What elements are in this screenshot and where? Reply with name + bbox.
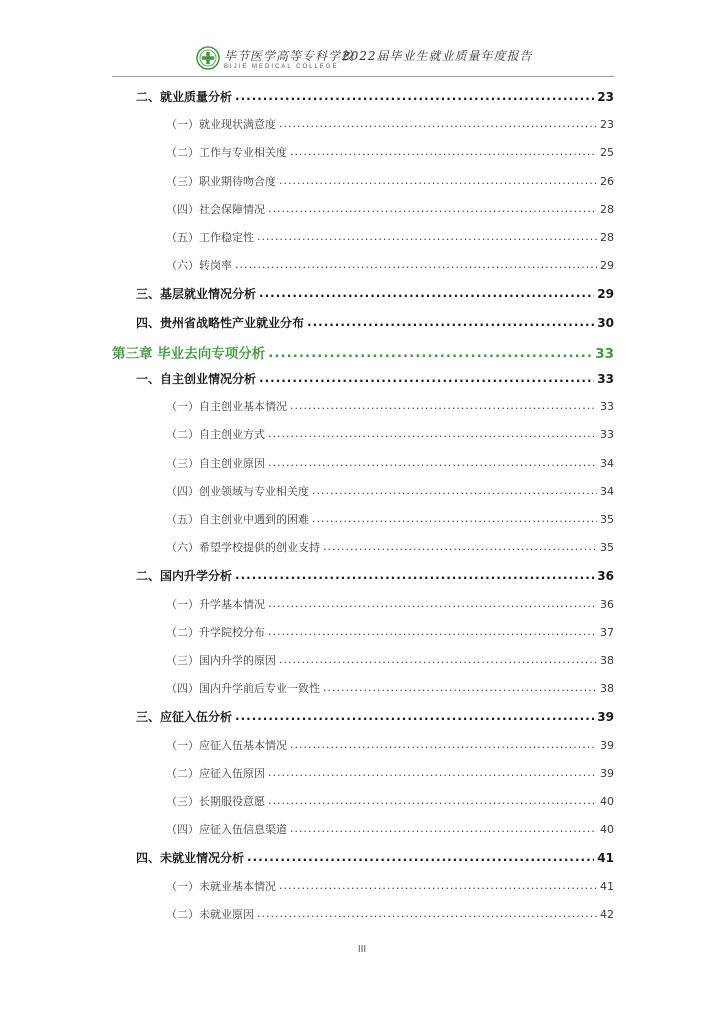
- toc-entry[interactable]: [136, 708, 614, 730]
- toc-entry[interactable]: [136, 849, 614, 871]
- school-name-english: BIJIE MEDICAL COLLEGE: [224, 64, 339, 70]
- toc-entry-title: （三）自主创业原因: [166, 456, 265, 470]
- toc-dot-leader: [257, 907, 597, 920]
- toc-entry[interactable]: [136, 314, 614, 336]
- toc-entry-title: 二、国内升学分析: [136, 569, 233, 584]
- toc-dot-leader: [312, 484, 597, 497]
- toc-entry-page: 36: [597, 569, 614, 584]
- report-title: 2022届毕业生就业质量年度报告: [342, 49, 533, 63]
- toc-entry-title: 第三章 毕业去向专项分析: [112, 345, 266, 362]
- toc-dot-leader: [279, 879, 597, 892]
- toc-dot-leader: [268, 766, 597, 779]
- toc-dot-leader: [290, 145, 597, 158]
- toc-dot-leader: [247, 850, 594, 864]
- toc-entry-page: 36: [600, 597, 614, 611]
- toc-entry-title: （二）升学院校分布: [166, 625, 265, 639]
- toc-entry-title: 四、未就业情况分析: [136, 851, 245, 866]
- toc-entry[interactable]: [136, 567, 614, 589]
- toc-dot-leader: [235, 709, 594, 723]
- toc-entry-title: （三）职业期待吻合度: [166, 174, 276, 188]
- toc-entry-title: （三）国内升学的原因: [166, 654, 276, 667]
- toc-entry[interactable]: [136, 285, 614, 307]
- toc-entry-page: 40: [600, 795, 614, 808]
- toc-entry[interactable]: [166, 878, 614, 900]
- toc-dot-leader: [290, 738, 597, 751]
- toc-dot-leader: [279, 117, 597, 130]
- toc-dot-leader: [268, 427, 597, 440]
- toc-dot-leader: [290, 822, 597, 835]
- toc-entry[interactable]: [166, 511, 614, 533]
- toc-entry[interactable]: [166, 596, 614, 618]
- toc-entry-title: （一）就业现状满意度: [166, 118, 276, 132]
- toc-entry-page: 33: [597, 372, 614, 386]
- toc-entry[interactable]: [166, 144, 614, 166]
- toc-dot-leader: [279, 653, 597, 666]
- toc-entry[interactable]: [136, 370, 614, 392]
- toc-dot-leader: [235, 568, 594, 582]
- toc-entry[interactable]: [166, 201, 614, 223]
- toc-entry-title: （六）转岗率: [166, 259, 232, 273]
- toc-dot-leader: [235, 258, 597, 271]
- toc-entry-page: 39: [600, 738, 614, 752]
- header-divider: [112, 76, 614, 77]
- school-emblem-icon: [196, 46, 220, 70]
- toc-dot-leader: [312, 512, 597, 525]
- toc-entry-title: （六）希望学校提供的创业支持: [166, 541, 320, 555]
- toc-entry[interactable]: [166, 426, 614, 448]
- toc-entry-title: （四）国内升学前后专业一致性: [166, 682, 320, 696]
- toc-entry-page: 38: [600, 682, 614, 696]
- toc-entry-title: （二）未就业原因: [166, 907, 254, 921]
- toc-entry-title: 三、应征入伍分析: [136, 710, 233, 725]
- toc-entry-title: （四）社会保障情况: [166, 202, 265, 216]
- toc-entry-page: 34: [600, 484, 614, 498]
- toc-entry-page: 40: [600, 823, 614, 837]
- toc-entry-page: 33: [600, 400, 614, 414]
- toc-entry[interactable]: [166, 455, 614, 477]
- toc-entry[interactable]: [166, 229, 614, 251]
- page-number: III: [357, 944, 367, 955]
- toc-entry[interactable]: [166, 906, 614, 928]
- toc-dot-leader: [259, 286, 594, 300]
- toc-entry-title: （二）应征入伍原因: [166, 766, 265, 780]
- toc-entry-title: （三）长期服役意愿: [166, 795, 265, 808]
- toc-dot-leader: [268, 625, 597, 638]
- toc-dot-leader: [257, 230, 597, 243]
- toc-dot-leader: [323, 540, 597, 553]
- toc-dot-leader: [307, 315, 594, 329]
- toc-entry-title: 三、基层就业情况分析: [136, 287, 257, 302]
- toc-entry-page: 30: [597, 315, 614, 330]
- toc-entry-page: 41: [600, 879, 614, 893]
- toc-entry-title: （一）升学基本情况: [166, 597, 265, 611]
- toc-entry-page: 39: [597, 710, 614, 725]
- toc-dot-leader: [279, 174, 597, 187]
- toc-entry[interactable]: [166, 680, 614, 702]
- toc-entry[interactable]: [166, 173, 614, 195]
- toc-entry-page: 29: [600, 259, 614, 273]
- toc-entry-title: （一）应征入伍基本情况: [166, 738, 287, 752]
- toc-dot-leader: [268, 345, 592, 361]
- toc-entry-page: 23: [597, 90, 614, 104]
- toc-dot-leader: [268, 597, 597, 610]
- toc-entry-page: 37: [600, 625, 614, 639]
- toc-entry-page: 42: [600, 907, 614, 921]
- toc-entry[interactable]: [166, 483, 614, 505]
- toc-entry[interactable]: [166, 652, 614, 674]
- toc-dot-leader: [268, 202, 597, 215]
- toc-entry-page: 23: [600, 118, 614, 132]
- toc-entry[interactable]: [166, 737, 614, 759]
- toc-entry[interactable]: [112, 342, 614, 364]
- toc-entry-page: 35: [600, 513, 614, 526]
- toc-entry[interactable]: [166, 793, 614, 815]
- toc-dot-leader: [259, 371, 594, 385]
- toc-entry-page: 25: [600, 146, 614, 160]
- toc-entry-page: 29: [597, 287, 614, 302]
- toc-entry-title: 四、贵州省战略性产业就业分布: [136, 315, 305, 330]
- toc-entry-page: 35: [600, 541, 614, 555]
- toc-dot-leader: [268, 794, 597, 807]
- toc-entry[interactable]: [166, 257, 614, 279]
- toc-entry-page: 41: [597, 851, 614, 866]
- toc-entry-title: （一）未就业基本情况: [166, 879, 276, 893]
- toc-entry-page: 33: [595, 345, 614, 362]
- toc-dot-leader: [323, 681, 597, 694]
- toc-entry-page: 34: [600, 456, 614, 470]
- toc-entry[interactable]: [166, 116, 614, 138]
- toc-entry-page: 28: [600, 231, 614, 244]
- toc-dot-leader: [268, 456, 597, 469]
- toc-entry[interactable]: [166, 624, 614, 646]
- toc-dot-leader: [290, 399, 597, 412]
- toc-entry-page: 28: [600, 202, 614, 216]
- toc-entry-page: 26: [600, 174, 614, 188]
- toc-entry-page: 33: [600, 428, 614, 442]
- toc-entry-title: （四）应征入伍信息渠道: [166, 823, 287, 837]
- toc-entry-title: 一、自主创业情况分析: [136, 372, 257, 386]
- toc-entry-title: 二、就业质量分析: [136, 90, 233, 104]
- toc-entry-title: （一）自主创业基本情况: [166, 400, 287, 414]
- school-name: 毕节医学高等专科学校: [224, 49, 355, 63]
- toc-entry-title: （四）创业领域与专业相关度: [166, 484, 309, 498]
- toc-entry-title: （五）自主创业中遇到的困难: [166, 513, 309, 526]
- toc-dot-leader: [235, 89, 594, 103]
- toc-entry[interactable]: [136, 88, 614, 110]
- toc-entry[interactable]: [166, 398, 614, 420]
- toc-entry-page: 38: [600, 654, 614, 667]
- toc-entry-title: （二）工作与专业相关度: [166, 146, 287, 160]
- toc-entry-title: （二）自主创业方式: [166, 428, 265, 442]
- toc-entry[interactable]: [166, 539, 614, 561]
- page-header: [0, 44, 724, 78]
- toc-entry-title: （五）工作稳定性: [166, 231, 254, 244]
- toc-entry[interactable]: [166, 765, 614, 787]
- toc-entry-page: 39: [600, 766, 614, 780]
- toc-entry[interactable]: [166, 821, 614, 843]
